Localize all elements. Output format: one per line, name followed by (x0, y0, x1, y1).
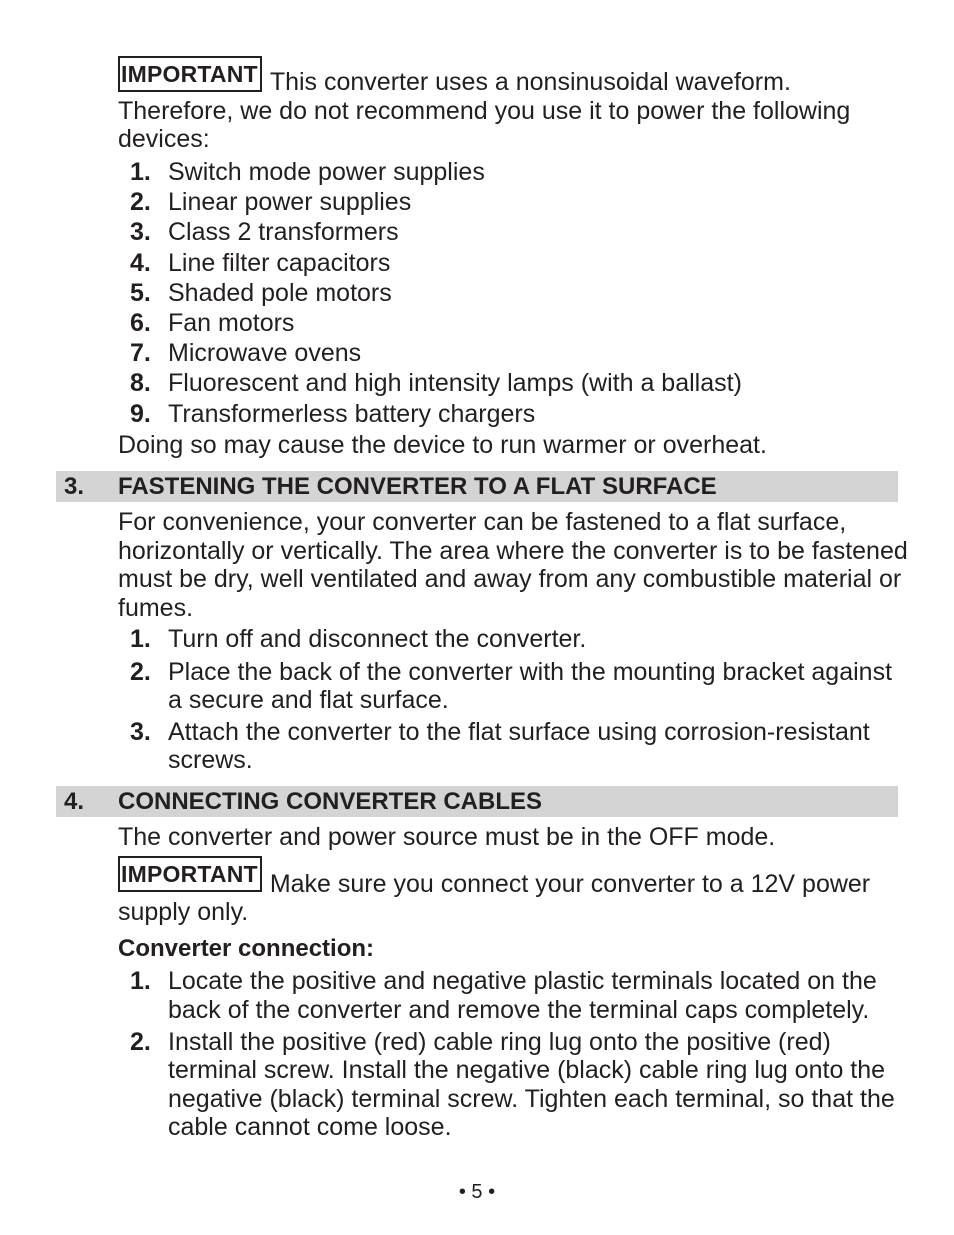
section-number: 3. (64, 473, 85, 500)
list-item-number: 8. (130, 369, 151, 398)
list-item-number: 3. (130, 218, 151, 247)
list-item-text: Locate the positive and negative plastic terminals located on the back of the converter and remove the terminal caps completely. (168, 967, 877, 1024)
page-number: • 5 • (458, 1181, 496, 1203)
list-item-number: 3. (130, 718, 151, 746)
list-item (118, 157, 908, 187)
section-header-4 (56, 786, 898, 817)
list-item-text: Class 2 transformers (168, 218, 399, 247)
list-item-text: Fluorescent and high intensity lamps (with a ballast) (168, 369, 742, 398)
list-item (118, 658, 908, 714)
section4-steps (118, 967, 908, 1145)
list-item-number: 1. (130, 625, 151, 653)
list-item-number: 2. (130, 1027, 151, 1056)
list-item-text: Line filter capacitors (168, 248, 391, 277)
converter-connection-heading: Converter connection: (118, 935, 375, 962)
list-item (118, 308, 908, 338)
list-item-number: 2. (130, 657, 151, 686)
intro-important-notice (118, 56, 908, 154)
section3-steps (118, 625, 908, 779)
section-header-3 (56, 471, 898, 502)
list-item-number: 1. (130, 967, 151, 995)
section4-important-notice (118, 856, 908, 926)
list-item (118, 248, 908, 278)
list-item-number: 4. (130, 248, 151, 277)
list-item-text: Shaded pole motors (168, 278, 392, 307)
list-item-number: 6. (130, 309, 151, 338)
list-item (118, 217, 908, 247)
list-item-number: 7. (130, 339, 151, 368)
list-item-text: Place the back of the converter with the mounting bracket against a secure and flat surface. (168, 657, 893, 714)
list-item-text: Install the positive (red) cable ring lug onto the positive (red) terminal screw. Install the negative (black) cable ring lug onto the negative (black) terminal screw. Tighten each terminal, so that the cable cannot come loose. (168, 1027, 895, 1141)
list-item-number: 9. (130, 399, 151, 428)
section-number: 4. (64, 788, 85, 815)
list-item (118, 625, 908, 653)
intro-lead-text: This converter uses a nonsinusoidal waveform. (269, 68, 791, 96)
section-title: FASTENING THE CONVERTER TO A FLAT SURFACE (118, 473, 717, 500)
important-label: IMPORTANT (118, 56, 262, 92)
list-item (118, 278, 908, 308)
list-item (118, 368, 908, 398)
list-item-text: Switch mode power supplies (168, 158, 485, 186)
intro-rest-text: Therefore, we do not recommend you use it to power the following devices: (118, 96, 851, 153)
list-item-text: Microwave ovens (168, 339, 362, 368)
list-item (118, 1028, 908, 1142)
list-item-text: Transformerless battery chargers (168, 399, 536, 428)
list-item (118, 967, 908, 1024)
list-item (118, 338, 908, 368)
list-item-text: Turn off and disconnect the converter. (168, 625, 587, 653)
important-notice-text: Make sure you connect your converter to a 12V power supply only. (118, 870, 871, 926)
list-item-number: 2. (130, 188, 151, 217)
warning-text: Doing so may cause the device to run warmer or overheat. (118, 431, 767, 459)
list-item-text: Attach the converter to the flat surface using corrosion-resistant screws. (168, 718, 870, 774)
important-label: IMPORTANT (118, 856, 262, 892)
list-item (118, 187, 908, 217)
list-item-number: 5. (130, 278, 151, 307)
list-item (118, 718, 908, 774)
list-item-text: Linear power supplies (168, 188, 412, 217)
section-title: CONNECTING CONVERTER CABLES (118, 788, 543, 815)
device-list (118, 157, 908, 429)
list-item-text: Fan motors (168, 309, 295, 338)
list-item-number: 1. (130, 158, 151, 186)
list-item (118, 399, 908, 429)
section3-body: For convenience, your converter can be fastened to a flat surface, horizontally or vertically. The area where the converter is to be fastened must be dry, well ventilated and away from any combustible material or fumes. (118, 508, 908, 622)
section4-body: The converter and power source must be in the OFF mode. (118, 823, 776, 851)
